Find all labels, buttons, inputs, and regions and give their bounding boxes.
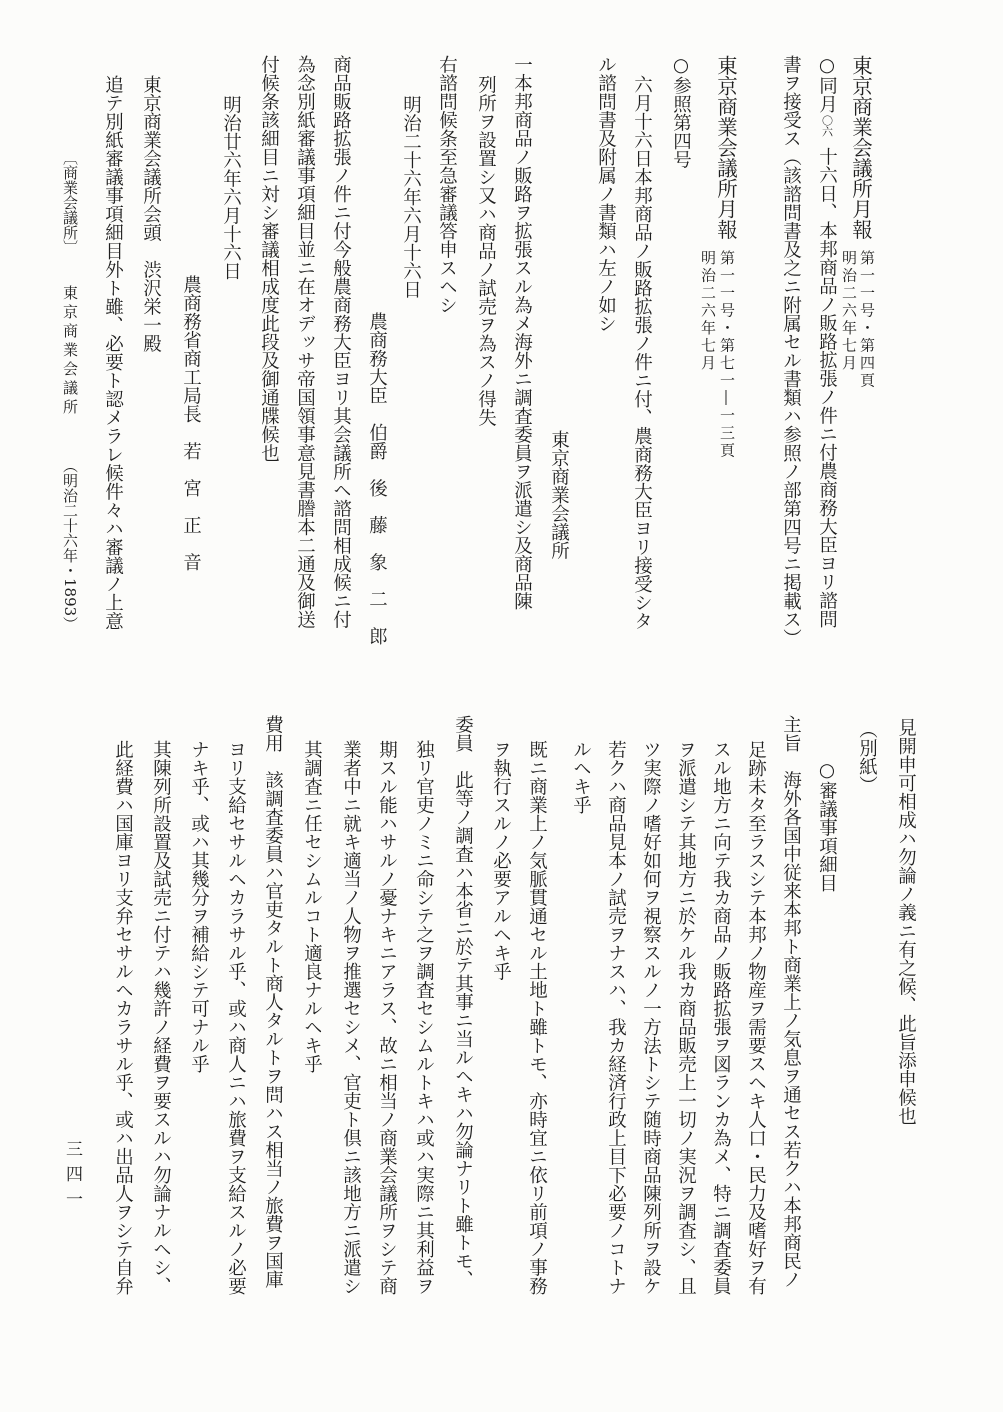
intro-line-1: 六月十六日本邦商品ノ販路拡張ノ件ニ付、農商務大臣ヨリ接受シタ <box>631 75 653 630</box>
purpose-label: 主旨 <box>780 715 802 752</box>
source-issue-2: 第一一号・第七一―一三頁 <box>718 250 736 460</box>
notice-line-1: 商品販路拡張ノ件ニ付今般農商務大臣ヨリ其会議所ヘ諮問相成候ニ付 <box>330 55 352 629</box>
footer-year: （明治二十六年・1893） <box>61 458 79 632</box>
intro-line-2: ル諮問書及附属ノ書類ハ左ノ如シ <box>595 55 617 333</box>
entry-line-1 <box>817 55 836 628</box>
purpose-extra-line-2: ヲ執行スルノ必要アルヘキ乎 <box>490 740 512 981</box>
entry-prefix: ○同月 <box>816 55 838 113</box>
postscript-end: 見開申可相成ハ勿論ノ義ニ有之候、此旨添申候也 <box>895 718 917 1125</box>
signer-2: 農商務省商工局長 若 宮 正 音 <box>180 275 202 571</box>
committee-text: 此等ノ調査ハ本省ニ於テ其事ニ当ルヘキハ勿論ナリト雖トモ、 <box>452 770 474 1289</box>
committee-line-5: 其調査ニ任セシムルコト適良ナルヘキ乎 <box>301 740 323 1073</box>
expenses-text: 該調査委員ハ官吏タルト商人タルトヲ問ハス相当ノ旅費ヲ国庫 <box>262 770 284 1289</box>
committee-line-2: 独リ官吏ノミニ命シテ之ヲ調査セシムルトキハ或ハ実際ニ其利益ヲ <box>413 740 435 1295</box>
footer-category: 〔商業会議所〕 <box>61 150 79 255</box>
signer-1: 農商務大臣 伯爵 後 藤 象 二 郎 <box>366 312 388 645</box>
footer-organization: 東京商業会議所 <box>61 285 79 418</box>
purpose-line-6: 若クハ商品見本ノ試売ヲナスハ、我カ経済行政上目下必要ノコトナ <box>605 740 627 1295</box>
expenses-line-2: ヨリ支給セサルヘカラサル乎、或ハ商人ニハ旅費ヲ支給スルノ必要 <box>225 740 247 1295</box>
inquiry-line-2: 列所ヲ設置シ又ハ商品ノ試売ヲ為スノ得失 <box>475 75 497 427</box>
entry-text: 十六日、本邦商品ノ販路拡張ノ件ニ付農商務大臣ヨリ諮問 <box>816 147 838 628</box>
inquiry-line-1: 一本邦商品ノ販路ヲ拡張スル為メ海外ニ調査委員ヲ派遣シ及商品陳 <box>511 55 533 610</box>
page-number: 三四一 <box>62 1140 82 1215</box>
committee-line-4: 業者中ニ就キ適当ノ人物ヲ推選セシメ、官吏ト倶ニ該地方ニ派遣シ <box>340 740 362 1295</box>
source-date-2: 明治二六年七月 <box>699 250 717 373</box>
entry-line-2: 書ヲ接受ス（該諮問書及之ニ附属セル書類ハ参照ノ部第四号ニ掲載ス） <box>780 55 802 647</box>
notice-line-3: 付候条該細目ニ対シ審議相成度此段及御通牒候也 <box>258 55 280 462</box>
purpose-line-7: ルヘキ乎 <box>570 740 592 814</box>
purpose-line-4: ヲ派遣シテ其地方ニ於ケル我カ商品販売上一切ノ実況ヲ調査シ、且 <box>675 740 697 1295</box>
purpose-extra-line-1: 既ニ商業上ノ気脈貫通セル土地ト雖トモ、亦時宜ニ依リ前項ノ事務 <box>526 740 548 1295</box>
committee-line-1 <box>453 715 472 1289</box>
instruction: 右諮問候条至急審議答申スヘシ <box>436 55 458 314</box>
date-1: 明治二十六年六月十六日 <box>400 95 422 299</box>
expenses-line-1 <box>263 715 282 1289</box>
committee-line-3: 期スル能ハサルノ憂ナキニアラス、故ニ相当ノ商業会議所ヲシテ商 <box>376 740 398 1295</box>
addressee: 東京商業会議所 <box>548 430 570 560</box>
purpose-line-5: ツ実際ノ嗜好如何ヲ視察スルノ一方法トシテ随時商品陳列所ヲ設ケ <box>640 740 662 1295</box>
committee-label: 委員 <box>452 715 474 752</box>
recipient: 東京商業会議所会頭 渋沢栄一殿 <box>140 75 162 353</box>
entry-date-note: 〇六 <box>820 115 834 137</box>
expenses-extra-line-1: 其陳列所設置及試売ニ付テハ幾許ノ経費ヲ要スルハ勿論ナルヘシ、 <box>150 740 172 1295</box>
notice-line-2: 為念別紙審議事項細目並ニ在オデッサ帝国領事意見書謄本二通及御送 <box>294 55 316 629</box>
source-title-2: 東京商業会議所月報 <box>713 55 738 240</box>
attachment-label: （別紙） <box>856 720 878 794</box>
purpose-line-2: 足跡未タ至ラスシテ本邦ノ物産ヲ需要スヘキ人口・民力及嗜好ヲ有 <box>745 740 767 1295</box>
purpose-text: 海外各国中従来本邦ト商業上ノ気息ヲ通セス若クハ本邦商民ノ <box>780 770 802 1289</box>
purpose-line-3: スル地方ニ向テ我カ商品ノ販路拡張ヲ図ランカ為メ、特ニ調査委員 <box>710 740 732 1295</box>
source-issue-1: 第一一号・第四頁 <box>858 250 876 390</box>
postscript: 追テ別紙審議事項細目外ト雖、必要ト認メラレ候件々ハ審議ノ上意 <box>102 75 124 630</box>
purpose-line-1 <box>781 715 800 1289</box>
source-footer <box>62 150 77 631</box>
source-title-1: 東京商業会議所月報 <box>848 55 873 240</box>
expenses-line-3: ナキ乎、或ハ其幾分ヲ補給シテ可ナル乎 <box>188 740 210 1073</box>
date-2: 明治廿六年六月十六日 <box>220 95 242 280</box>
reference-heading: ○参照第四号 <box>670 55 692 169</box>
source-date-1: 明治二六年七月 <box>840 250 858 373</box>
expenses-extra-line-2: 此経費ハ国庫ヨリ支弁セサルヘカラサル乎、或ハ出品人ヲシテ自弁 <box>112 740 134 1295</box>
items-heading: ○審議事項細目 <box>816 760 838 892</box>
expenses-label: 費用 <box>262 715 284 752</box>
